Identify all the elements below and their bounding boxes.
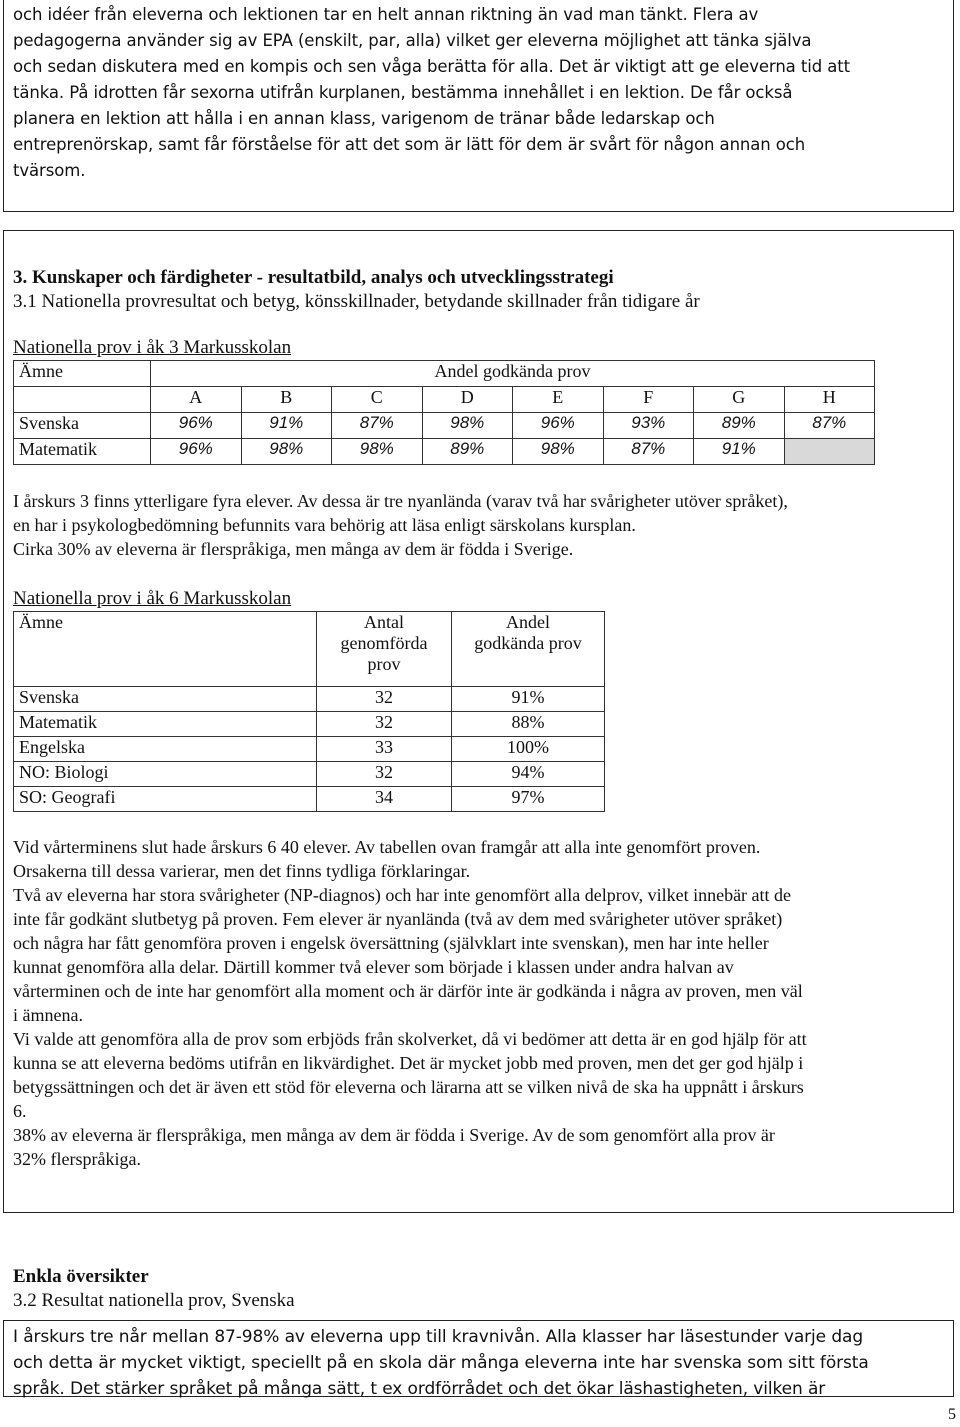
value-cell: 96% [151, 413, 242, 439]
header-share: Andel godkända prov [151, 361, 875, 387]
part-label: D [422, 387, 513, 413]
text-line: en har i psykologbedömning befunnits vara behörig att läsa enligt särskolans kursplan. [13, 515, 636, 535]
row-subject: Svenska [14, 413, 151, 439]
text-line: Vi valde att genomföra alla de prov som erbjöds från skolverket, då vi bedömer att detta är en god hjälp för att [13, 1029, 807, 1049]
row-subject: SO: Geografi [14, 787, 317, 812]
part-label: C [332, 387, 423, 413]
row-subject: NO: Biologi [14, 762, 317, 787]
part-label: A [151, 387, 242, 413]
text-line: inte får godkänt slutbetyg på proven. Fem elever är nyanlända (två av dem med svårigheter utöver språket) [13, 909, 783, 929]
table-parts-row [14, 387, 875, 413]
row-count: 33 [317, 737, 452, 762]
table-header-row [14, 612, 605, 687]
table-row [14, 737, 605, 762]
overview-subheading: 3.2 Resultat nationella prov, Svenska [13, 1290, 295, 1311]
text-line: vårterminen och de inte har genomfört alla moment och är därför inte är godkända i några av proven, men väl [13, 981, 803, 1001]
text-line: Cirka 30% av eleverna är flerspråkiga, men många av dem är födda i Sverige. [13, 539, 574, 559]
value-cell: 87% [603, 439, 694, 465]
overview-heading: Enkla översikter [13, 1266, 149, 1287]
overview-section [13, 1265, 295, 1313]
row-share: 94% [452, 762, 605, 787]
header-count-line: Antal [364, 612, 404, 632]
table-grade3 [13, 360, 875, 465]
part-label: F [603, 387, 694, 413]
header-count-line: prov [367, 654, 401, 674]
section-heading: 3. Kunskaper och färdigheter - resultatbild, analys och utvecklingsstrategi [13, 267, 614, 288]
text-line: i ämnena. [13, 1005, 83, 1025]
table-row [14, 762, 605, 787]
value-cell: 93% [603, 413, 694, 439]
section-subheading: 3.1 Nationella provresultat och betyg, könsskillnader, betydande skillnader från tidigare år [13, 291, 700, 312]
empty-cell [14, 387, 151, 413]
value-cell: 89% [422, 439, 513, 465]
value-cell: 98% [241, 439, 332, 465]
paragraph-swedish [13, 1324, 943, 1402]
table-grade6 [13, 611, 605, 812]
text-line: kunna se att eleverna bedöms utifrån en likvärdighet. Det är mycket jobb med proven, men det ger god hjälp i [13, 1053, 804, 1073]
paragraph-epa [13, 2, 943, 184]
text-line: och idéer från eleverna och lektionen tar en helt annan riktning än vad man tänkt. Flera av [13, 5, 759, 24]
text-line: planera en lektion att hålla i en annan klass, varigenom de tränar både ledarskap och [13, 109, 715, 128]
value-cell: 91% [694, 439, 785, 465]
value-cell: 89% [694, 413, 785, 439]
row-share: 100% [452, 737, 605, 762]
row-subject: Svenska [14, 687, 317, 712]
paragraph-grade6 [13, 835, 943, 1171]
row-count: 32 [317, 762, 452, 787]
part-label: G [694, 387, 785, 413]
row-share: 88% [452, 712, 605, 737]
part-label: B [241, 387, 332, 413]
text-line: betygssättningen och det är även ett stöd för eleverna och lärarna att se vilken nivå de ska ha uppnått i årskurs [13, 1077, 804, 1097]
header-count [317, 612, 452, 687]
value-cell: 96% [151, 439, 242, 465]
text-line: och detta är mycket viktigt, speciellt på en skola där många eleverna inte har svenska som sitt första [13, 1353, 869, 1373]
text-line: I årskurs tre når mellan 87-98% av eleverna upp till kravnivån. Alla klasser har läsestunder varje dag [13, 1327, 864, 1347]
table-row [14, 787, 605, 812]
text-line: tänka. På idrotten får sexorna utifrån kurplanen, bestämma innehållet i en lektion. De får också [13, 83, 793, 102]
header-share-line: Andel [506, 612, 550, 632]
text-line: och några har fått genomföra proven i engelsk översättning (självklart inte svenskan), men har inte heller [13, 933, 769, 953]
text-line: språk. Det stärker språket på många sätt, t ex ordförrådet och det ökar läshastigheten, vilken är [13, 1379, 826, 1399]
row-count: 32 [317, 712, 452, 737]
table3-title: Nationella prov i åk 3 Markusskolan [13, 337, 292, 358]
table-header-row [14, 361, 875, 387]
row-subject: Matematik [14, 439, 151, 465]
text-line: pedagogerna använder sig av EPA (enskilt, par, alla) vilket ger eleverna möjlighet att tänka själva [13, 31, 812, 50]
table6-title: Nationella prov i åk 6 Markusskolan [13, 588, 292, 609]
value-cell: 87% [332, 413, 423, 439]
part-label: E [513, 387, 604, 413]
text-line: I årskurs 3 finns ytterligare fyra elever. Av dessa är tre nyanlända (varav två har svårigheter utöver språket), [13, 491, 788, 511]
text-box-bottom [3, 1320, 954, 1397]
text-line: och sedan diskutera med en kompis och sen våga berätta för alla. Det är viktigt att ge eleverna tid att [13, 57, 850, 76]
row-share: 97% [452, 787, 605, 812]
table-row [14, 413, 875, 439]
text-line: 6. [13, 1101, 27, 1121]
table-row [14, 439, 875, 465]
row-count: 34 [317, 787, 452, 812]
paragraph-grade3 [13, 489, 943, 561]
row-count: 32 [317, 687, 452, 712]
value-cell: 87% [784, 413, 875, 439]
header-share [452, 612, 605, 687]
text-box-top [3, 0, 954, 212]
text-line: 38% av eleverna är flerspråkiga, men många av dem är födda i Sverige. Av de som genomfört alla prov är [13, 1125, 775, 1145]
text-line: kunnat genomföra alla delar. Därtill kommer två elever som började i klassen under andra halvan av [13, 957, 734, 977]
text-line: Vid vårterminens slut hade årskurs 6 40 elever. Av tabellen ovan framgår att alla inte genomfört proven. [13, 837, 761, 857]
text-line: Orsakerna till dessa varierar, men det finns tydliga förklaringar. [13, 861, 471, 881]
value-cell: 98% [513, 439, 604, 465]
value-cell: 96% [513, 413, 604, 439]
value-cell: 91% [241, 413, 332, 439]
header-count-line: genomförda [340, 633, 428, 653]
row-share: 91% [452, 687, 605, 712]
header-subject: Ämne [14, 612, 317, 687]
header-subject: Ämne [14, 361, 151, 387]
text-line: Två av eleverna har stora svårigheter (NP-diagnos) och har inte genomfört alla delprov, vilket innebär att de [13, 885, 792, 905]
shaded-cell [784, 439, 875, 465]
text-line: tvärsom. [13, 161, 86, 180]
header-share-line: godkända prov [474, 633, 582, 653]
text-line: entreprenörskap, samt får förståelse för att det som är lätt för dem är svårt för någon annan och [13, 135, 806, 154]
value-cell: 98% [422, 413, 513, 439]
text-line: 32% flerspråkiga. [13, 1149, 141, 1169]
table-row [14, 712, 605, 737]
part-label: H [784, 387, 875, 413]
value-cell: 98% [332, 439, 423, 465]
row-subject: Matematik [14, 712, 317, 737]
table-row [14, 687, 605, 712]
section-box [3, 230, 954, 1213]
row-subject: Engelska [14, 737, 317, 762]
page-number: 5 [948, 1406, 956, 1423]
